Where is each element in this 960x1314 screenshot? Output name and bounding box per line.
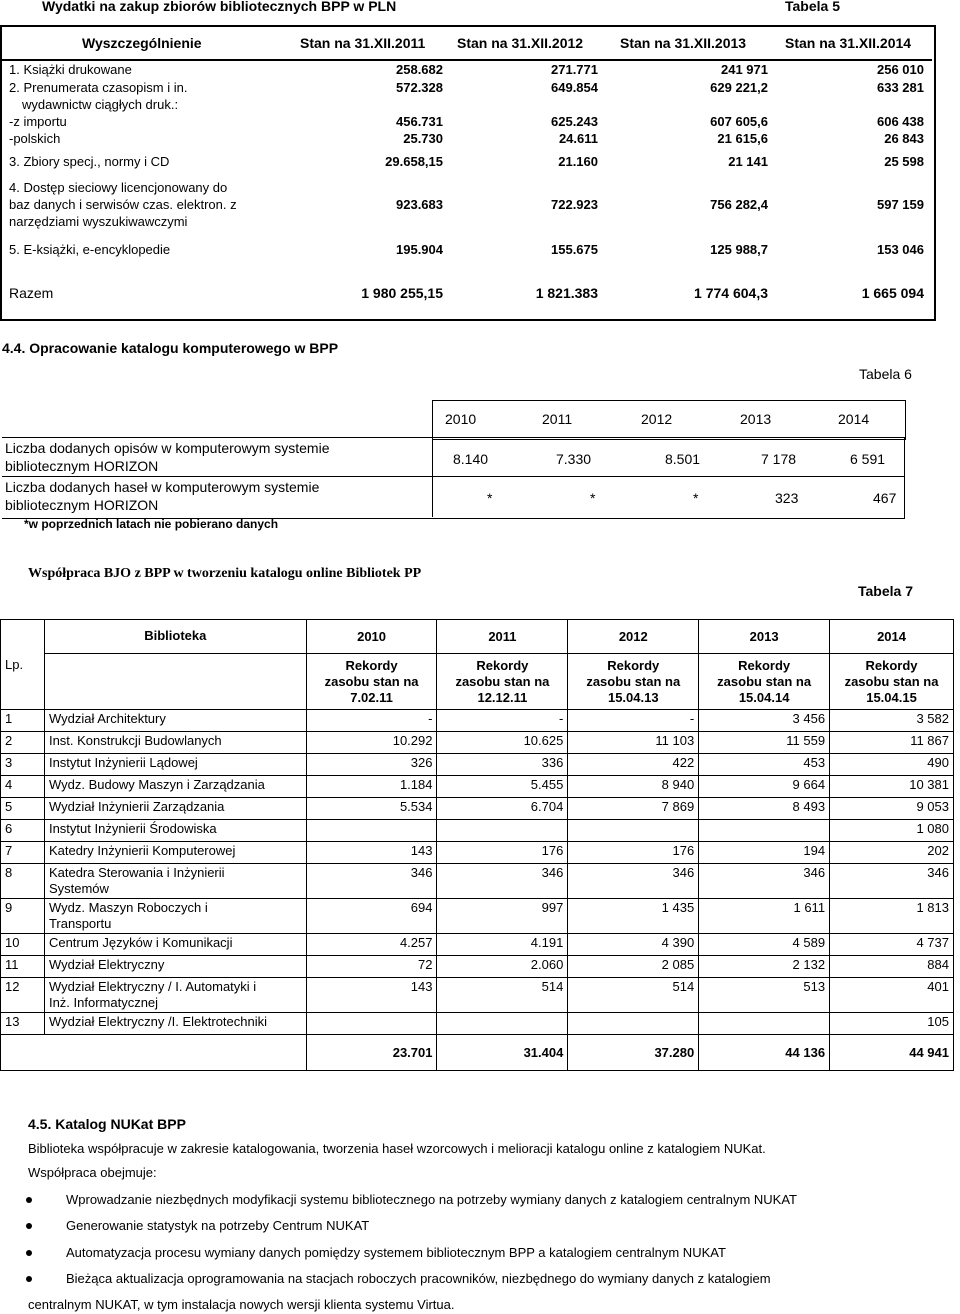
t7-total: 23.701 bbox=[306, 1035, 437, 1071]
t6-cell: * bbox=[487, 490, 493, 506]
t7-library-name-line: Wydział Inżynierii Zarządzania bbox=[48, 799, 225, 814]
table-row bbox=[1, 864, 954, 899]
t7-library-name bbox=[44, 754, 306, 776]
t7-cell: 202 bbox=[830, 842, 954, 864]
t7-library-name-line: Wydział Elektryczny /I. Elektrotechniki bbox=[48, 1014, 268, 1029]
t5-row-label: 2. Prenumerata czasopism i in. bbox=[9, 80, 188, 95]
t7-cell: 346 bbox=[699, 864, 830, 899]
t7-sub-b: zasobu stan na bbox=[717, 673, 812, 689]
table6-row-divider bbox=[2, 476, 904, 477]
t7-subheader bbox=[830, 654, 954, 710]
t7-cell: 346 bbox=[306, 864, 437, 899]
t5-cell: 649.854 bbox=[551, 80, 598, 95]
table7-label: Tabela 7 bbox=[858, 583, 913, 599]
t7-library-name-line: Inst. Konstrukcji Budowlanych bbox=[48, 733, 222, 748]
t6-row2-label: Liczba dodanych haseł w komputerowym systemie bbox=[5, 479, 320, 495]
t7-cell: 143 bbox=[306, 978, 437, 1013]
table6-label: Tabela 6 bbox=[859, 366, 912, 382]
t7-library-name-line: Instytut Inżynierii Środowiska bbox=[48, 821, 217, 836]
t7-library-name bbox=[44, 899, 306, 934]
bullet-item bbox=[66, 1271, 771, 1286]
t7-cell: 336 bbox=[437, 754, 568, 776]
table7-heading: Współpraca BJO z BPP w tworzeniu katalogu online Bibliotek PP bbox=[28, 566, 422, 581]
t7-cell: 346 bbox=[830, 864, 954, 899]
t7-library-name-line: Systemów bbox=[48, 881, 109, 896]
table-row bbox=[1, 956, 954, 978]
t6-year: 2011 bbox=[542, 411, 573, 427]
t7-row-number: 9 bbox=[1, 899, 45, 934]
table5-label: Tabela 5 bbox=[785, 0, 840, 14]
t7-library-name bbox=[44, 710, 306, 732]
t7-cell: 4 737 bbox=[830, 934, 954, 956]
t5-cell: 256 010 bbox=[877, 62, 924, 77]
bullet-icon bbox=[26, 1276, 32, 1282]
t7-library-name-line: Wydział Elektryczny / I. Automatyki i bbox=[48, 979, 257, 994]
table-row bbox=[1, 732, 954, 754]
t5-row-label: 5. E-książki, e-encyklopedie bbox=[9, 242, 171, 257]
t7-library-name bbox=[44, 820, 306, 842]
t7-cell: 11 103 bbox=[568, 732, 699, 754]
t7-cell: 326 bbox=[306, 754, 437, 776]
t7-row-number: 4 bbox=[1, 776, 45, 798]
table6-col-divider bbox=[432, 437, 433, 517]
t7-library-name bbox=[44, 732, 306, 754]
s45-intro: Współpraca obejmuje: bbox=[28, 1165, 157, 1180]
t7-cell bbox=[437, 1013, 568, 1035]
t7-library-name-line: Wydz. Maszyn Roboczych i bbox=[48, 900, 208, 915]
t7-library-name-line: Wydział Elektryczny bbox=[48, 957, 165, 972]
t5-row-label: -polskich bbox=[9, 131, 61, 146]
t7-library-name-line: Instytut Inżynierii Lądowej bbox=[48, 755, 198, 770]
t7-sub-a: Rekordy bbox=[476, 657, 529, 673]
t7-sub-b: zasobu stan na bbox=[586, 673, 681, 689]
t7-subheader bbox=[568, 654, 699, 710]
t5-header-2012: Stan na 31.XII.2012 bbox=[457, 35, 584, 51]
t7-year-header: 2010 bbox=[306, 620, 437, 654]
table-row bbox=[1, 820, 954, 842]
bullet-icon bbox=[26, 1197, 32, 1203]
t7-cell: 884 bbox=[830, 956, 954, 978]
t7-row-number: 2 bbox=[1, 732, 45, 754]
t7-cell: 176 bbox=[568, 842, 699, 864]
t5-header-2013: Stan na 31.XII.2013 bbox=[620, 35, 747, 51]
t5-cell: 26 843 bbox=[884, 131, 924, 146]
t7-cell: - bbox=[568, 710, 699, 732]
t7-library-name-line: Centrum Języków i Komunikacji bbox=[48, 935, 233, 950]
table-row bbox=[1, 978, 954, 1013]
t7-library-name bbox=[44, 842, 306, 864]
t7-subheader bbox=[306, 654, 437, 710]
t7-sub-c: 15.04.14 bbox=[738, 689, 790, 705]
t7-row-number: 5 bbox=[1, 798, 45, 820]
t7-cell: 7 869 bbox=[568, 798, 699, 820]
t7-sub-a: Rekordy bbox=[865, 657, 918, 673]
t5-cell: 625.243 bbox=[551, 114, 598, 129]
t7-sub-b: zasobu stan na bbox=[455, 673, 550, 689]
t5-cell: 155.675 bbox=[551, 242, 598, 257]
t5-row-label: wydawnictw ciągłych druk.: bbox=[22, 97, 179, 112]
t7-cell: 72 bbox=[306, 956, 437, 978]
t5-header-2014: Stan na 31.XII.2014 bbox=[785, 35, 912, 51]
t6-cell: 8.501 bbox=[665, 451, 701, 467]
t6-cell: 7 178 bbox=[761, 451, 797, 467]
t5-row-label: narzędziami wyszukiwawczymi bbox=[9, 214, 188, 229]
t7-cell: 514 bbox=[437, 978, 568, 1013]
t7-year-header: 2013 bbox=[699, 620, 830, 654]
t5-row-label: baz danych i serwisów czas. elektron. z bbox=[9, 197, 237, 212]
t7-cell: 10.292 bbox=[306, 732, 437, 754]
section-4-4-heading: 4.4. Opracowanie katalogu komputerowego w BPP bbox=[2, 340, 339, 356]
section-4-5-heading: 4.5. Katalog NUKat BPP bbox=[28, 1116, 186, 1132]
t5-cell: 722.923 bbox=[551, 197, 598, 212]
t5-total: 1 821.383 bbox=[535, 285, 598, 301]
t7-total-empty bbox=[44, 1035, 306, 1071]
t7-cell: 4.191 bbox=[437, 934, 568, 956]
table-row bbox=[1, 934, 954, 956]
bullet-item bbox=[66, 1245, 726, 1260]
t7-cell: 1 435 bbox=[568, 899, 699, 934]
t5-cell: 25 598 bbox=[884, 154, 924, 169]
t7-cell bbox=[699, 820, 830, 842]
t7-row-number: 10 bbox=[1, 934, 45, 956]
t7-empty-cell bbox=[44, 654, 306, 710]
t7-cell: 1 611 bbox=[699, 899, 830, 934]
t7-cell: 997 bbox=[437, 899, 568, 934]
t7-cell bbox=[699, 1013, 830, 1035]
t5-row-label: 4. Dostęp sieciowy licencjonowany do bbox=[9, 180, 228, 195]
t5-cell: 153 046 bbox=[877, 242, 924, 257]
t7-cell: 4.257 bbox=[306, 934, 437, 956]
t7-cell: 694 bbox=[306, 899, 437, 934]
t7-row-number: 1 bbox=[1, 710, 45, 732]
t7-cell: 9 053 bbox=[830, 798, 954, 820]
t7-cell: 490 bbox=[830, 754, 954, 776]
t7-cell: 513 bbox=[699, 978, 830, 1013]
t5-cell: 21 141 bbox=[728, 154, 768, 169]
t5-cell: 21.160 bbox=[558, 154, 598, 169]
t5-total: 1 980 255,15 bbox=[361, 285, 443, 301]
t7-cell: 401 bbox=[830, 978, 954, 1013]
t7-total: 44 941 bbox=[830, 1035, 954, 1071]
t7-year-header: 2014 bbox=[830, 620, 954, 654]
table5-title: Wydatki na zakup zbiorów bibliotecznych BPP w PLN bbox=[42, 0, 397, 14]
t7-total: 31.404 bbox=[437, 1035, 568, 1071]
t7-library-name bbox=[44, 1013, 306, 1035]
table7 bbox=[0, 619, 954, 1071]
t5-cell: 29.658,15 bbox=[385, 154, 443, 169]
t7-cell: 4 589 bbox=[699, 934, 830, 956]
t5-total: 1 774 604,3 bbox=[694, 285, 768, 301]
t5-cell: 25.730 bbox=[403, 131, 443, 146]
t7-cell: 453 bbox=[699, 754, 830, 776]
t7-cell: 2 132 bbox=[699, 956, 830, 978]
table-row bbox=[1, 754, 954, 776]
t7-cell: 9 664 bbox=[699, 776, 830, 798]
t7-cell bbox=[568, 1013, 699, 1035]
t6-year: 2014 bbox=[838, 411, 870, 427]
t7-row-number: 3 bbox=[1, 754, 45, 776]
t5-cell: 606 438 bbox=[877, 114, 924, 129]
t7-library-name bbox=[44, 978, 306, 1013]
bullet-item bbox=[66, 1192, 797, 1207]
t5-cell: 24.611 bbox=[558, 131, 598, 146]
t7-cell: 105 bbox=[830, 1013, 954, 1035]
bullet-icon bbox=[26, 1250, 32, 1256]
t5-cell: 572.328 bbox=[396, 80, 443, 95]
t7-cell: 346 bbox=[437, 864, 568, 899]
t7-cell: 3 582 bbox=[830, 710, 954, 732]
t6-row2-label: bibliotecznym HORIZON bbox=[5, 497, 159, 513]
t7-cell: 8 940 bbox=[568, 776, 699, 798]
t7-sub-c: 7.02.11 bbox=[350, 689, 393, 705]
t7-cell: 5.455 bbox=[437, 776, 568, 798]
t7-sub-b: zasobu stan na bbox=[324, 673, 419, 689]
t6-year: 2010 bbox=[445, 411, 477, 427]
t7-sub-a: Rekordy bbox=[607, 657, 660, 673]
bullet-text: Generowanie statystyk na potrzeby Centrum NUKAT bbox=[66, 1218, 370, 1233]
t6-row1-label: Liczba dodanych opisów w komputerowym systemie bbox=[5, 440, 330, 456]
t7-library-name bbox=[44, 956, 306, 978]
t7-cell: - bbox=[306, 710, 437, 732]
t7-lp-header: Lp. bbox=[1, 620, 45, 710]
t6-cell: 6 591 bbox=[850, 451, 886, 467]
t5-row-label: -z importu bbox=[9, 114, 67, 129]
t5-cell: 195.904 bbox=[396, 242, 443, 257]
table-row bbox=[1, 842, 954, 864]
s45-paragraph: Biblioteka współpracuje w zakresie katalogowania, tworzenia haseł wzorcowych i melioracji katalogu online z katalogiem NUKat. bbox=[28, 1141, 766, 1156]
t7-cell bbox=[568, 820, 699, 842]
t7-library-name-line: Katedry Inżynierii Komputerowej bbox=[48, 843, 236, 858]
t5-header-2011: Stan na 31.XII.2011 bbox=[300, 35, 426, 51]
table-row bbox=[1, 1013, 954, 1035]
t5-cell: 456.731 bbox=[396, 114, 443, 129]
t7-library-name bbox=[44, 934, 306, 956]
t7-library-name bbox=[44, 864, 306, 899]
t7-cell: 3 456 bbox=[699, 710, 830, 732]
t5-cell: 923.683 bbox=[396, 197, 443, 212]
table5-frame bbox=[0, 25, 936, 321]
t5-total-label: Razem bbox=[9, 285, 54, 301]
t7-row-number: 7 bbox=[1, 842, 45, 864]
t7-library-name-line: Katedra Sterowania i Inżynierii bbox=[48, 865, 225, 880]
t7-year-header: 2011 bbox=[437, 620, 568, 654]
t5-cell: 756 282,4 bbox=[710, 197, 768, 212]
t7-sub-b: zasobu stan na bbox=[844, 673, 939, 689]
t7-cell: 4 390 bbox=[568, 934, 699, 956]
t7-cell: 176 bbox=[437, 842, 568, 864]
table-row bbox=[1, 899, 954, 934]
table-row bbox=[1, 798, 954, 820]
table-row bbox=[1, 710, 954, 732]
t5-cell: 258.682 bbox=[396, 62, 443, 77]
t5-cell: 21 615,6 bbox=[717, 131, 768, 146]
t5-cell: 241 971 bbox=[721, 62, 768, 77]
t6-year: 2013 bbox=[740, 411, 772, 427]
t7-cell: 2.060 bbox=[437, 956, 568, 978]
t7-sub-a: Rekordy bbox=[738, 657, 791, 673]
t7-cell: - bbox=[437, 710, 568, 732]
t7-library-name-line: Wydział Architektury bbox=[48, 711, 166, 726]
t7-library-name-line: Wydz. Budowy Maszyn i Zarządzania bbox=[48, 777, 265, 792]
t5-cell: 597 159 bbox=[877, 197, 924, 212]
t7-library-name bbox=[44, 776, 306, 798]
t7-total: 37.280 bbox=[568, 1035, 699, 1071]
t7-cell: 1 813 bbox=[830, 899, 954, 934]
t7-cell: 1.184 bbox=[306, 776, 437, 798]
t7-cell: 2 085 bbox=[568, 956, 699, 978]
t5-header-wyszczegolnienie: Wyszczególnienie bbox=[82, 35, 202, 51]
t5-total: 1 665 094 bbox=[861, 285, 924, 301]
t7-sub-c: 12.12.11 bbox=[477, 689, 528, 705]
t5-cell: 629 221,2 bbox=[710, 80, 768, 95]
table5-header-rule bbox=[2, 59, 932, 61]
s45-last-line: centralnym NUKAT, w tym instalacja nowych wersji klienta systemu Virtua. bbox=[28, 1297, 455, 1312]
t7-sub-c: 15.04.15 bbox=[866, 689, 917, 705]
t7-library-name-line: Inż. Informatycznej bbox=[48, 995, 159, 1010]
t7-subheader bbox=[437, 654, 568, 710]
t7-row-number: 11 bbox=[1, 956, 45, 978]
t7-sub-a: Rekordy bbox=[345, 657, 398, 673]
t7-sub-c: 15.04.13 bbox=[607, 689, 659, 705]
t7-cell: 514 bbox=[568, 978, 699, 1013]
t6-row1-label: bibliotecznym HORIZON bbox=[5, 458, 159, 474]
t7-cell: 11 559 bbox=[699, 732, 830, 754]
t7-year-header: 2012 bbox=[568, 620, 699, 654]
bullet-item bbox=[66, 1218, 369, 1233]
t7-cell: 346 bbox=[568, 864, 699, 899]
t5-cell: 633 281 bbox=[877, 80, 924, 95]
t7-total: 44 136 bbox=[699, 1035, 830, 1071]
t7-cell: 422 bbox=[568, 754, 699, 776]
t6-cell: * bbox=[590, 490, 596, 506]
t6-cell: * bbox=[693, 490, 699, 506]
t5-row-label: 1. Książki drukowane bbox=[9, 62, 132, 77]
t5-row-label: 3. Zbiory specj., normy i CD bbox=[9, 154, 170, 169]
t7-cell: 11 867 bbox=[830, 732, 954, 754]
t6-year: 2012 bbox=[641, 411, 673, 427]
t7-cell bbox=[437, 820, 568, 842]
table-row bbox=[1, 776, 954, 798]
t7-subheader bbox=[699, 654, 830, 710]
t7-cell bbox=[306, 820, 437, 842]
t6-cell: 7.330 bbox=[556, 451, 592, 467]
t7-row-number: 12 bbox=[1, 978, 45, 1013]
t7-library-name-line: Transportu bbox=[48, 916, 112, 931]
t6-cell: 467 bbox=[873, 490, 897, 506]
bullet-text: Bieżąca aktualizacja oprogramowania na stacjach roboczych pracowników, niezbędnego do wymiany danych z katalogiem bbox=[66, 1271, 771, 1286]
bullet-icon bbox=[26, 1223, 32, 1229]
t7-cell: 6.704 bbox=[437, 798, 568, 820]
t7-cell: 8 493 bbox=[699, 798, 830, 820]
t7-cell: 10 381 bbox=[830, 776, 954, 798]
t7-cell: 5.534 bbox=[306, 798, 437, 820]
t7-cell: 10.625 bbox=[437, 732, 568, 754]
t7-row-number: 8 bbox=[1, 864, 45, 899]
t6-cell: 8.140 bbox=[453, 451, 489, 467]
t7-cell: 1 080 bbox=[830, 820, 954, 842]
t7-row-number: 6 bbox=[1, 820, 45, 842]
t7-library-name bbox=[44, 798, 306, 820]
t7-row-number: 13 bbox=[1, 1013, 45, 1035]
t6-footnote: *w poprzednich latach nie pobierano danych bbox=[24, 517, 279, 531]
t7-cell bbox=[306, 1013, 437, 1035]
bullet-text: Wprowadzanie niezbędnych modyfikacji systemu bibliotecznego na potrzeby wymiany danych z katalogiem centralnym NUKAT bbox=[66, 1192, 797, 1207]
t5-cell: 125 988,7 bbox=[710, 242, 768, 257]
t7-total-empty bbox=[1, 1035, 45, 1071]
t5-cell: 271.771 bbox=[551, 62, 598, 77]
t6-cell: 323 bbox=[775, 490, 799, 506]
t7-biblioteka-header: Biblioteka bbox=[44, 620, 306, 654]
t7-cell: 143 bbox=[306, 842, 437, 864]
t7-cell: 194 bbox=[699, 842, 830, 864]
t5-cell: 607 605,6 bbox=[710, 114, 768, 129]
bullet-text: Automatyzacja procesu wymiany danych pomiędzy systemem bibliotecznym BPP a katalogiem centralnym NUKAT bbox=[66, 1245, 726, 1260]
